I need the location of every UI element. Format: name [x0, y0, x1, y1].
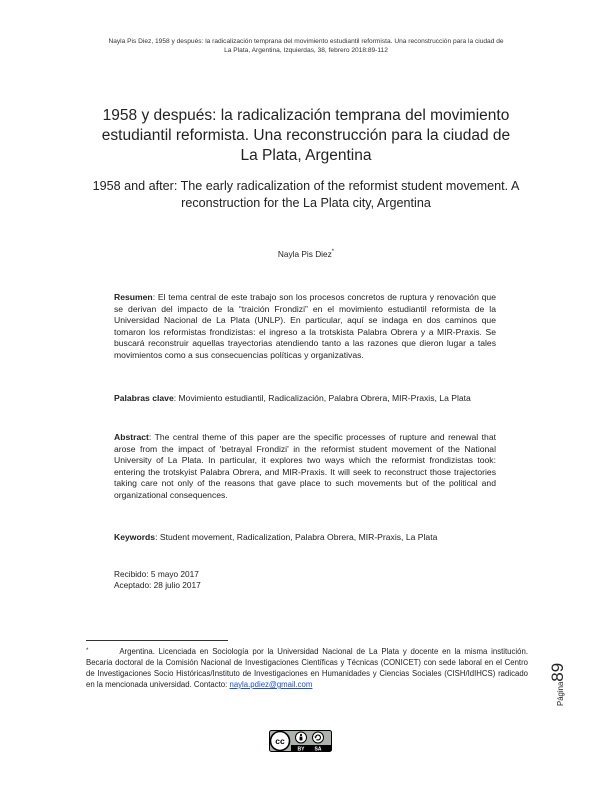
- abstract-paragraph: [114, 432, 496, 502]
- footnote: [86, 646, 528, 690]
- palabras-clave-text: : Movimiento estudiantil, Radicalización, Palabra Obrera, MIR-Praxis, La Plata: [173, 393, 471, 403]
- resumen-label: Resumen: [114, 292, 153, 302]
- title-spanish-line3: La Plata, Argentina: [240, 147, 372, 164]
- footnote-text: Argentina. Licenciada en Sociología por la Universidad Nacional de La Plata y docente en la misma institución. Becaria doctoral de la Comisión Nacional de Investigaciones Científicas y Técnicas (CONICET) con sede laboral en el Centro de Investigaciones Socio Históricas/Instituto de Investigaciones en Humanidades y Ciencias Sociales (CISH/IdIHCS) radicado en la mencionada universidad. Contacto:: [86, 647, 528, 689]
- dates-block: [114, 569, 496, 591]
- resumen-text: : El tema central de este trabajo son los procesos concretos de ruptura y renovación que se derivan del impacto de la “traición Frondizi” en el movimiento estudiantil reformista de la Universidad Nacional de La Plata (UNLP). En particular, aquí se indaga en dos caminos que tomaron los reformistas frondizistas: el ingreso a la trotskista Palabra Obrera y a MIR-Praxis. Se buscará reconstruir aquellas trayectorias atendiendo tanto a las razones que dieron lugar a tales movimientos como a sus consecuencias políticas y organizativas.: [114, 292, 496, 360]
- author-footnote-mark[interactable]: *: [331, 249, 335, 256]
- palabras-clave-paragraph: [114, 393, 496, 405]
- palabras-clave-label: Palabras clave: [114, 393, 174, 403]
- page-number-value: 89: [548, 662, 567, 682]
- cc-by-sa-badge-icon[interactable]: [269, 730, 332, 752]
- title-spanish-line2: estudiantil reformista. Una reconstrucción para la ciudad de: [101, 127, 511, 144]
- footnote-separator: [86, 640, 228, 641]
- running-header-line2: La Plata, Argentina, Izquierdas, 38, febrero 2018:89-112: [224, 47, 388, 54]
- footnote-mark: *: [86, 648, 89, 654]
- abstract-text: : The central theme of this paper are the specific processes of rupture and renewal that arose from the impact of 'betrayal Frondizi' in the reformist student movement of the National University of La Plata. In particular, it explores two ways which the reformist frondizistas took: entering the trotskyist Palabra Obrera, and MIR-Praxis. It will seek to reconstruct those trajectories taking care not only of the reasons that gave place to such movements but of the political and organizational consequences.: [114, 432, 496, 500]
- contact-email-link[interactable]: nayla.pdiez@gmail.com: [229, 680, 313, 689]
- abstract-label: Abstract: [114, 432, 149, 442]
- sa-label: SA: [314, 746, 322, 752]
- keywords-text: : Student movement, Radicalization, Palabra Obrera, MIR-Praxis, La Plata: [155, 532, 438, 542]
- title-spanish-line1: 1958 y después: la radicalización temprana del movimiento: [102, 107, 510, 124]
- keywords-paragraph: [114, 532, 496, 544]
- page-number-word: Página: [556, 681, 565, 706]
- title-english-line2: reconstruction for the La Plata city, Argentina: [181, 196, 431, 210]
- running-header-line1: Nayla Pis Diez, 1958 y después: la radicalización temprana del movimiento estudiantil reformista. Una reconstrucción para la ciudad de: [108, 38, 504, 45]
- title-spanish: [90, 106, 522, 166]
- author: [0, 249, 612, 259]
- accepted-date: Aceptado: 28 julio 2017: [114, 580, 201, 590]
- title-english-line1: 1958 and after: The early radicalization of the reformist student movement. A: [92, 179, 520, 193]
- by-label: BY: [297, 746, 305, 752]
- cc-label: cc: [275, 736, 285, 746]
- page-number: [548, 646, 588, 706]
- received-date: Recibido: 5 mayo 2017: [114, 569, 199, 579]
- resumen-paragraph: [114, 292, 496, 362]
- running-header: [70, 37, 542, 55]
- share-alike-icon: [313, 732, 324, 743]
- title-english: [82, 178, 530, 212]
- keywords-label: Keywords: [114, 532, 156, 542]
- author-name: Nayla Pis Diez: [277, 249, 332, 259]
